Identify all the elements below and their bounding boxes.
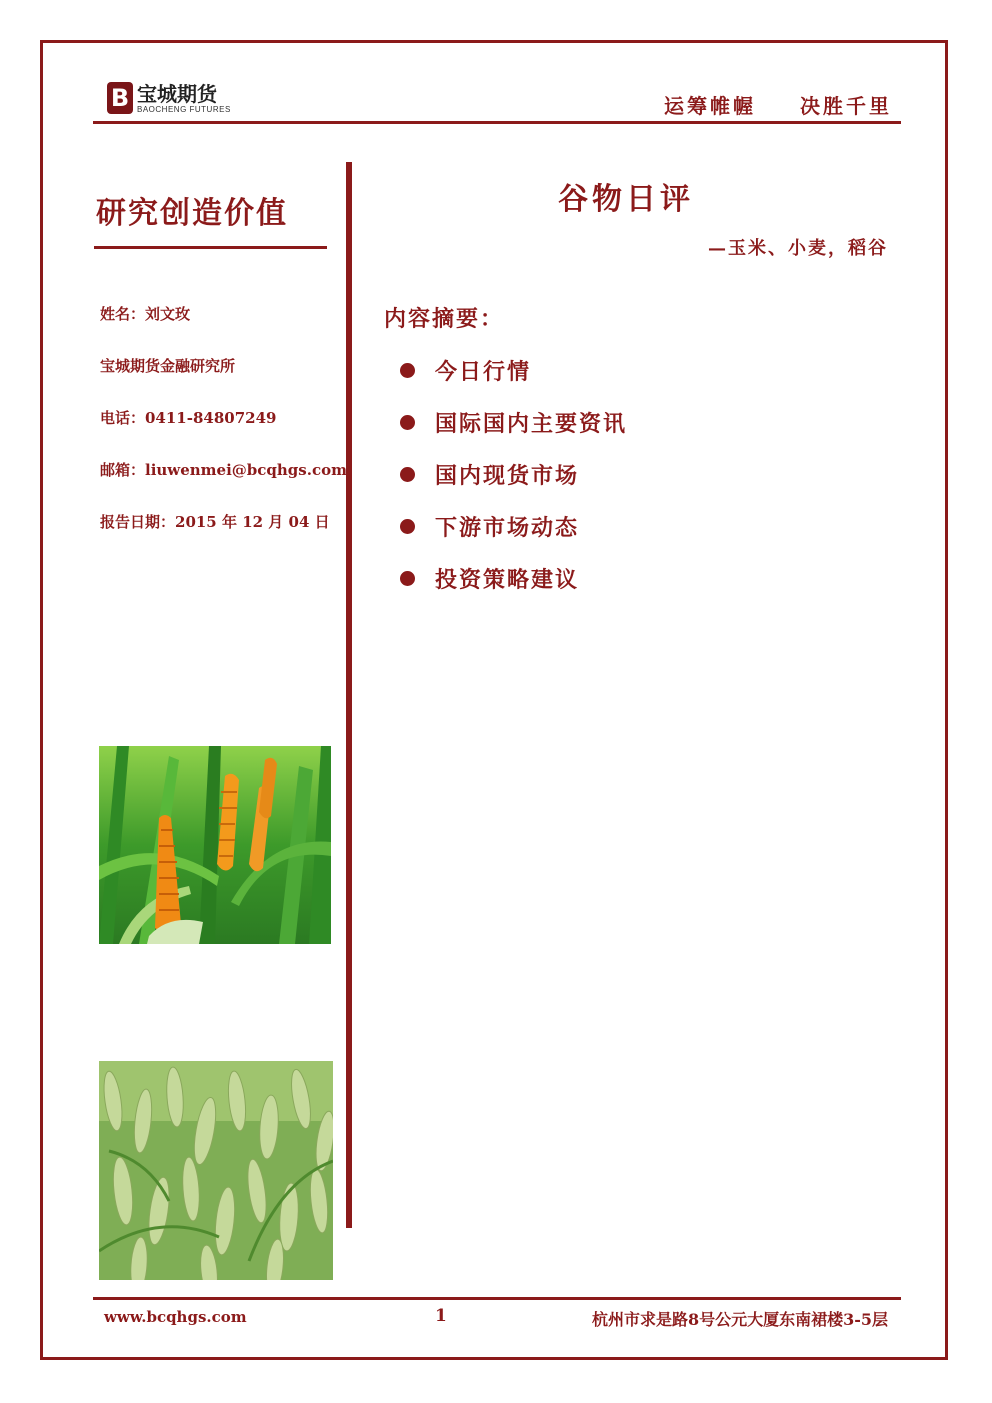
summary-item-label: 下游市场动态 xyxy=(435,515,580,541)
column-divider xyxy=(346,162,352,1228)
institute-name: 宝城期货金融研究所 xyxy=(100,357,236,375)
author-name: 姓名：刘文玫 xyxy=(100,305,191,323)
bullet-dot-icon xyxy=(400,363,415,378)
footer-address: 杭州市求是路8号公元大厦东南裙楼3-5层 xyxy=(591,1310,888,1329)
wheat-photo xyxy=(99,1061,333,1280)
bullet-dot-icon xyxy=(400,571,415,586)
summary-item xyxy=(400,355,531,386)
summary-item-label: 国内现货市场 xyxy=(435,463,580,489)
sidebar-title-underline xyxy=(94,246,327,249)
summary-heading: 内容摘要： xyxy=(384,306,505,332)
sidebar-title: 研究创造价值 xyxy=(96,196,288,231)
bullet-dot-icon xyxy=(400,467,415,482)
report-subtitle: —玉米、小麦，稻谷 xyxy=(708,238,888,259)
logo-chinese-text: 宝城期货 xyxy=(137,81,217,106)
logo-english-text: BAOCHENG FUTURES xyxy=(137,104,231,114)
summary-item xyxy=(400,563,579,594)
bullet-dot-icon xyxy=(400,415,415,430)
phone-number: 电话：0411-84807249 xyxy=(100,409,277,427)
header-slogan xyxy=(664,90,892,119)
footer-divider xyxy=(93,1297,901,1300)
report-date: 报告日期：2015 年 12 月 04 日 xyxy=(100,513,330,531)
page-number: 1 xyxy=(435,1306,447,1326)
summary-item xyxy=(400,407,627,438)
summary-item xyxy=(400,459,579,490)
email-address: 邮箱：liuwenmei@bcqhgs.com xyxy=(100,461,347,479)
bullet-dot-icon xyxy=(400,519,415,534)
logo-mark-icon: B xyxy=(107,82,133,114)
summary-item-label: 国际国内主要资讯 xyxy=(435,411,628,437)
company-logo xyxy=(107,80,231,116)
summary-item-label: 投资策略建议 xyxy=(435,567,580,593)
summary-item xyxy=(400,511,579,542)
footer-website-link[interactable]: www.bcqhgs.com xyxy=(104,1308,247,1326)
report-title: 谷物日评 xyxy=(558,182,694,217)
header-divider xyxy=(93,121,901,124)
summary-item-label: 今日行情 xyxy=(435,359,532,385)
slogan-left: 运筹帷幄 xyxy=(664,94,756,118)
slogan-right: 决胜千里 xyxy=(800,94,892,118)
corn-photo xyxy=(99,746,331,944)
